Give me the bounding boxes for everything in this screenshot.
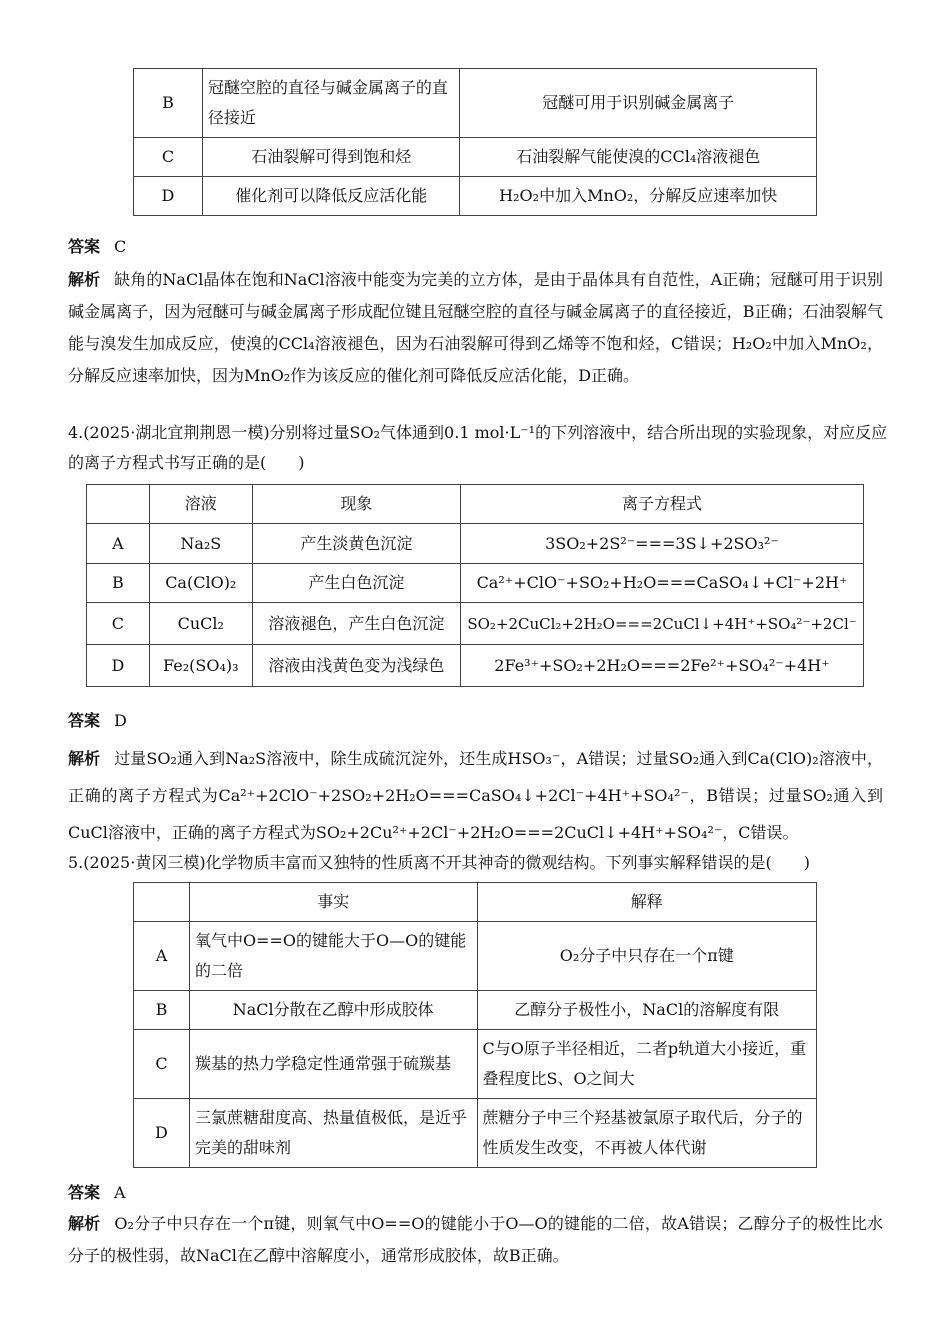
table-row — [87, 603, 864, 645]
explain-cell: C与O原子半径相近，二者p轨道大小接近，重叠程度比S、O之间大 — [477, 1030, 816, 1099]
row-label: A — [134, 922, 190, 991]
row-label: C — [134, 138, 203, 177]
analysis-label: 解析 — [68, 1214, 101, 1233]
row-label: B — [87, 564, 150, 603]
analysis-text: 过量SO₂通入到Na₂S溶液中，除生成硫沉淀外，还生成HSO₃⁻，A错误；过量SO₂通入到Ca(ClO)₂溶液中，正确的离子方程式为Ca²⁺+2ClO⁻+2SO₂+2H₂O===CaSO₄↓+2Cl⁻+4H⁺+SO₄²⁻，B错误；过量SO₂通入到CuCl溶液中，正确的离子方程式为SO₂+2Cu²⁺+2Cl⁻+2H₂O===2CuCl↓+4H⁺+SO₄²⁻，C错误。 — [68, 749, 883, 842]
row-label: D — [134, 177, 203, 216]
answer-value: C — [114, 237, 127, 256]
answer-label: 答案 — [68, 1183, 101, 1202]
solution-cell: CuCl₂ — [149, 603, 252, 645]
table-row — [134, 177, 817, 216]
header-cell: 离子方程式 — [460, 485, 863, 524]
explain-cell: 冠醚可用于识别碱金属离子 — [460, 69, 817, 138]
row-label: C — [134, 1030, 190, 1099]
q5-analysis — [68, 1208, 883, 1272]
analysis-text: O₂分子中只存在一个π键，则氧气中O==O的键能小于O—O的键能的二倍，故A错误；乙醇分子的极性比水分子的极性弱，故NaCl在乙醇中溶解度小，通常形成胶体，故B正确。 — [68, 1214, 883, 1265]
table-row — [134, 922, 817, 991]
row-label: B — [134, 991, 190, 1030]
table-row — [134, 69, 817, 138]
table-row — [134, 138, 817, 177]
analysis-label: 解析 — [68, 749, 101, 768]
q5-answer — [68, 1178, 126, 1208]
fact-cell: 冠醚空腔的直径与碱金属离子的直径接近 — [202, 69, 460, 138]
analysis-text: 缺角的NaCl晶体在饱和NaCl溶液中能变为完美的立方体，是由于晶体具有自范性，A正确；冠醚可用于识别碱金属离子，因为冠醚可与碱金属离子形成配位键且冠醚空腔的直径与碱金属离子的直径接近，B正确；石油裂解气能与溴发生加成反应，使溴的CCl₄溶液褪色，因为石油裂解可得到乙烯等不饱和烃，C错误；H₂O₂中加入MnO₂，分解反应速率加快，因为MnO₂作为该反应的催化剂可降低反应活化能，D正确。 — [68, 270, 883, 385]
q4-analysis — [68, 740, 883, 851]
fact-cell: 氧气中O==O的键能大于O—O的键能的二倍 — [189, 922, 477, 991]
q4-answer — [68, 706, 127, 736]
q5-stem: 5.(2025·黄冈三模)化学物质丰富而又独特的性质离不开其神奇的微观结构。下列事实解释错误的是( ) — [68, 853, 811, 872]
q4-table — [86, 484, 864, 687]
phenomenon-cell: 产生淡黄色沉淀 — [252, 524, 460, 564]
analysis-label: 解析 — [68, 270, 101, 289]
solution-cell: Ca(ClO)₂ — [149, 564, 252, 603]
answer-value: A — [114, 1183, 126, 1202]
table-row — [134, 991, 817, 1030]
table-row — [87, 645, 864, 687]
answer-label: 答案 — [68, 237, 101, 256]
equation-cell: 3SO₂+2S²⁻===3S↓+2SO₃²⁻ — [460, 524, 863, 564]
explain-cell: H₂O₂中加入MnO₂，分解反应速率加快 — [460, 177, 817, 216]
table-row — [134, 1099, 817, 1168]
equation-cell: Ca²⁺+ClO⁻+SO₂+H₂O===CaSO₄↓+Cl⁻+2H⁺ — [460, 564, 863, 603]
explain-cell: O₂分子中只存在一个π键 — [477, 922, 816, 991]
row-label: D — [134, 1099, 190, 1168]
q4-stem: 4.(2025·湖北宜荆荆恩一模)分别将过量SO₂气体通到0.1 mol·L⁻¹的下列溶液中，结合所出现的实验现象，对应反应的离子方程式书写正确的是( ) — [68, 423, 888, 472]
table-row — [87, 524, 864, 564]
header-cell: 事实 — [189, 883, 477, 922]
header-cell: 溶液 — [149, 485, 252, 524]
equation-cell: 2Fe³⁺+SO₂+2H₂O===2Fe²⁺+SO₄²⁻+4H⁺ — [460, 645, 863, 687]
q3-analysis — [68, 264, 883, 392]
row-label: C — [87, 603, 150, 645]
fact-cell: 石油裂解可得到饱和烃 — [202, 138, 460, 177]
row-label: B — [134, 69, 203, 138]
answer-label: 答案 — [68, 711, 101, 730]
table-header — [87, 485, 864, 524]
fact-cell: 三氯蔗糖甜度高、热量值极低，是近乎完美的甜味剂 — [189, 1099, 477, 1168]
header-cell: 解释 — [477, 883, 816, 922]
explain-cell: 蔗糖分子中三个羟基被氯原子取代后，分子的性质发生改变，不再被人体代谢 — [477, 1099, 816, 1168]
row-label: D — [87, 645, 150, 687]
fact-cell: 催化剂可以降低反应活化能 — [202, 177, 460, 216]
header-cell — [87, 485, 150, 524]
solution-cell: Fe₂(SO₄)₃ — [149, 645, 252, 687]
q3-options-table — [133, 68, 817, 216]
answer-value: D — [114, 711, 127, 730]
fact-cell: 羰基的热力学稳定性通常强于硫羰基 — [189, 1030, 477, 1099]
solution-cell: Na₂S — [149, 524, 252, 564]
explain-cell: 石油裂解气能使溴的CCl₄溶液褪色 — [460, 138, 817, 177]
explain-cell: 乙醇分子极性小，NaCl的溶解度有限 — [477, 991, 816, 1030]
q5-table — [133, 882, 817, 1168]
header-cell: 现象 — [252, 485, 460, 524]
header-cell — [134, 883, 190, 922]
phenomenon-cell: 溶液由浅黄色变为浅绿色 — [252, 645, 460, 687]
phenomenon-cell: 溶液褪色，产生白色沉淀 — [252, 603, 460, 645]
row-label: A — [87, 524, 150, 564]
q3-answer — [68, 232, 126, 262]
fact-cell: NaCl分散在乙醇中形成胶体 — [189, 991, 477, 1030]
table-row — [87, 564, 864, 603]
equation-cell: SO₂+2CuCl₂+2H₂O===2CuCl↓+4H⁺+SO₄²⁻+2Cl⁻ — [460, 603, 863, 645]
phenomenon-cell: 产生白色沉淀 — [252, 564, 460, 603]
table-row — [134, 1030, 817, 1099]
table-header — [134, 883, 817, 922]
